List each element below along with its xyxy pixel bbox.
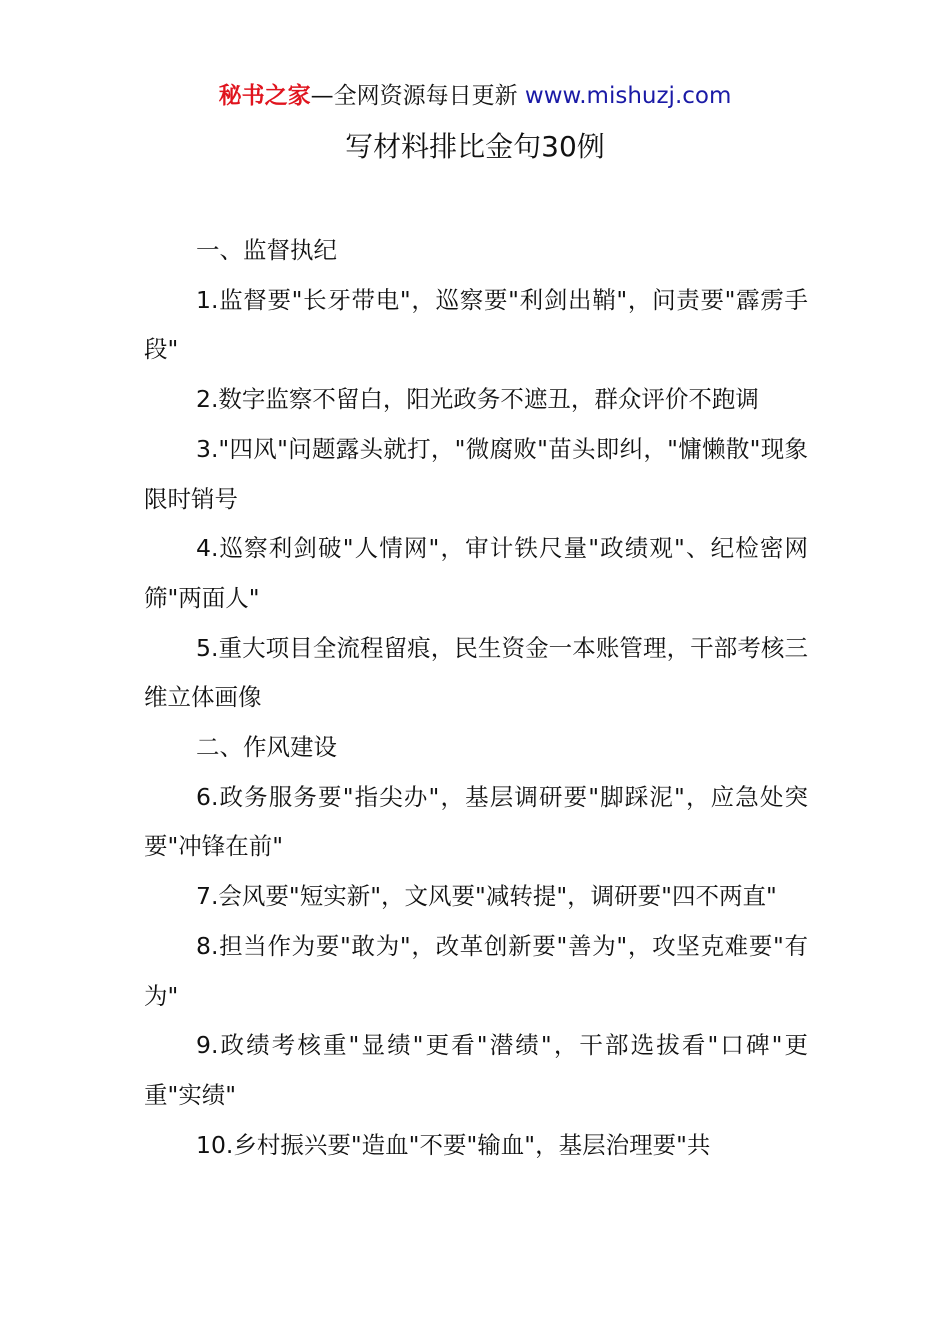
section-heading: 二、作风建设 bbox=[196, 733, 337, 762]
header-tagline: —全网资源每日更新 bbox=[310, 83, 525, 109]
list-item: 3."四风"问题露头就打，"微腐败"苗头即纠，"慵懒散"现象限时销号 bbox=[144, 434, 808, 513]
list-item: 8.担当作为要"敢为"，改革创新要"善为"，攻坚克难要"有为" bbox=[144, 931, 808, 1010]
list-item: 9.政绩考核重"显绩"更看"潜绩"，干部选拔看"口碑"更重"实绩" bbox=[144, 1031, 808, 1109]
list-item: 2.数字监察不留白，阳光政务不遮丑，群众评价不跑调 bbox=[196, 385, 759, 414]
list-item: 4.巡察利剑破"人情网"，审计铁尺量"政绩观"、纪检密网筛"两面人" bbox=[144, 534, 808, 612]
brand-name: 秘书之家 bbox=[218, 83, 311, 109]
list-item: 10.乡村振兴要"造血"不要"输血"，基层治理要"共 bbox=[196, 1130, 711, 1159]
section-heading: 一、监督执纪 bbox=[196, 236, 337, 264]
list-item: 7.会风要"短实新"，文风要"减转提"，调研要"四不两直" bbox=[196, 882, 777, 911]
document-body bbox=[144, 226, 808, 1170]
site-url: www.mishuzj.com bbox=[524, 83, 732, 109]
watermark-header bbox=[0, 80, 950, 112]
document-title: 写材料排比金句30例 bbox=[345, 130, 605, 163]
list-item: 5.重大项目全流程留痕，民生资金一本账管理，干部考核三维立体画像 bbox=[144, 633, 808, 712]
list-item: 1.监督要"长牙带电"，巡察要"利剑出鞘"，问责要"霹雳手段" bbox=[144, 285, 808, 364]
list-item: 6.政务服务要"指尖办"，基层调研要"脚踩泥"，应急处突要"冲锋在前" bbox=[144, 782, 808, 861]
